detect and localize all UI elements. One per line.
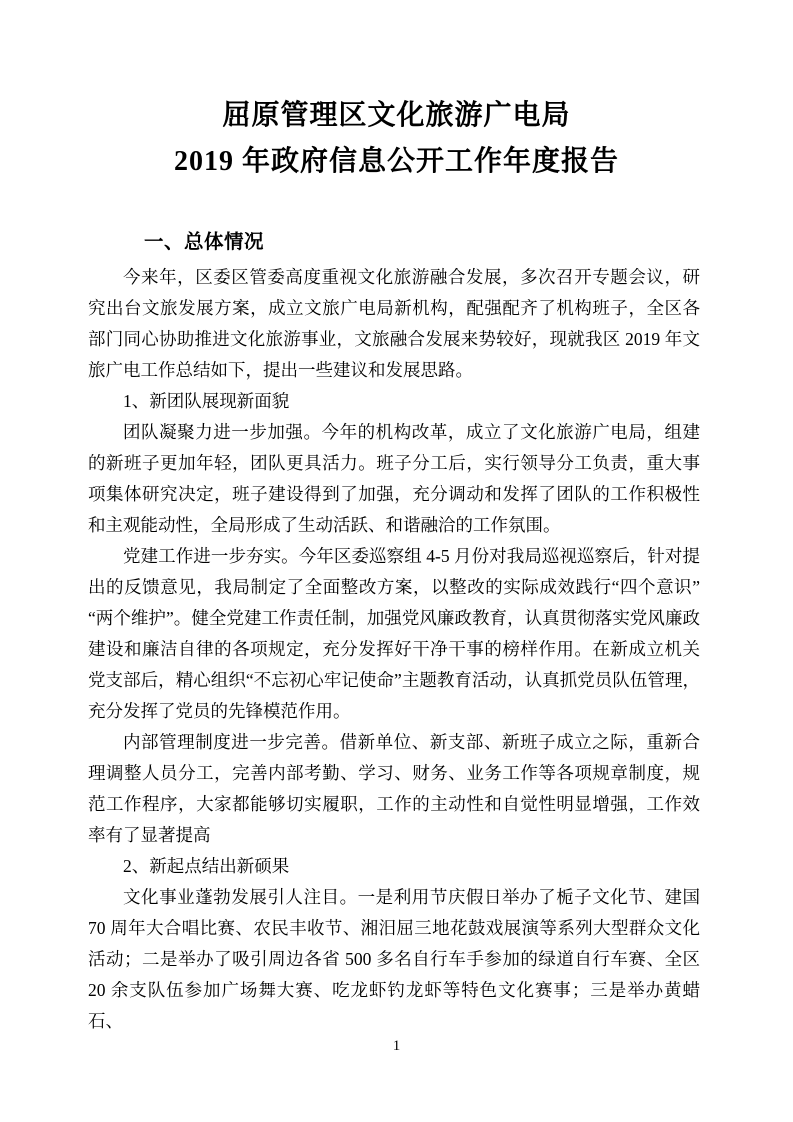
page-number: 1 (392, 1038, 401, 1054)
section-heading-overview: 一、总体情况 (144, 231, 265, 253)
paragraph-party-building: 党建工作进一步夯实。今年区委巡察组 4-5 月份对我局巡视巡察后，针对提出的反馈意见，我局制定了全面整改方案，以整改的实际成效践行“四个意识”“两个维护”。健全党建工作责任制，加强党风廉政教育，认真贯彻落实党风廉政建设和廉洁自律的各项规定，充分发挥好干净干事的榜样作用。在新成立机关党支部后，精心组织“不忘初心牢记使命”主题教育活动，认真抓党员队伍管理，充分发挥了党员的先锋模范作用。 (88, 546, 700, 721)
subheading-new-results: 2、新起点结出新硕果 (123, 856, 290, 876)
document-title-line-2: 2019 年政府信息公开工作年度报告 (173, 146, 619, 177)
paragraph-internal-management: 内部管理制度进一步完善。借新单位、新支部、新班子成立之际，重新合理调整人员分工，完善内部考勤、学习、财务、业务工作等各项规章制度，规范工作程序，大家都能够切实履职，工作的主动性和自觉性明显增强，工作效率有了显著提高 (88, 732, 700, 845)
document-title-line-1: 屈原管理区文化旅游广电局 (222, 100, 571, 131)
subheading-new-team: 1、新团队展现新面貌 (123, 391, 290, 411)
paragraph-team-cohesion: 团队凝聚力进一步加强。今年的机构改革，成立了文化旅游广电局，组建的新班子更加年轻，团队更具活力。班子分工后，实行领导分工负责，重大事项集体研究决定，班子建设得到了加强，充分调动和发挥了团队的工作积极性和主观能动性，全局形成了生动活跃、和谐融洽的工作氛围。 (88, 422, 700, 535)
document-title (0, 93, 793, 185)
document-body (88, 262, 700, 1037)
paragraph-cultural-development: 文化事业蓬勃发展引人注目。一是利用节庆假日举办了栀子文化节、建国 70 周年大合唱比赛、农民丰收节、湘汨屈三地花鼓戏展演等系列大型群众文化活动；二是举办了吸引周边各省 500 多名自行车手参加的绿道自行车赛、全区 20 余支队伍参加广场舞大赛、吃龙虾钓龙虾等特色文化赛事；三是举办黄蜡石、 (88, 887, 700, 1031)
paragraph-intro: 今来年，区委区管委高度重视文化旅游融合发展，多次召开专题会议，研究出台文旅发展方案，成立文旅广电局新机构，配强配齐了机构班子，全区各部门同心协助推进文化旅游事业，文旅融合发展来势较好，现就我区 2019 年文旅广电工作总结如下，提出一些建议和发展思路。 (88, 267, 700, 380)
